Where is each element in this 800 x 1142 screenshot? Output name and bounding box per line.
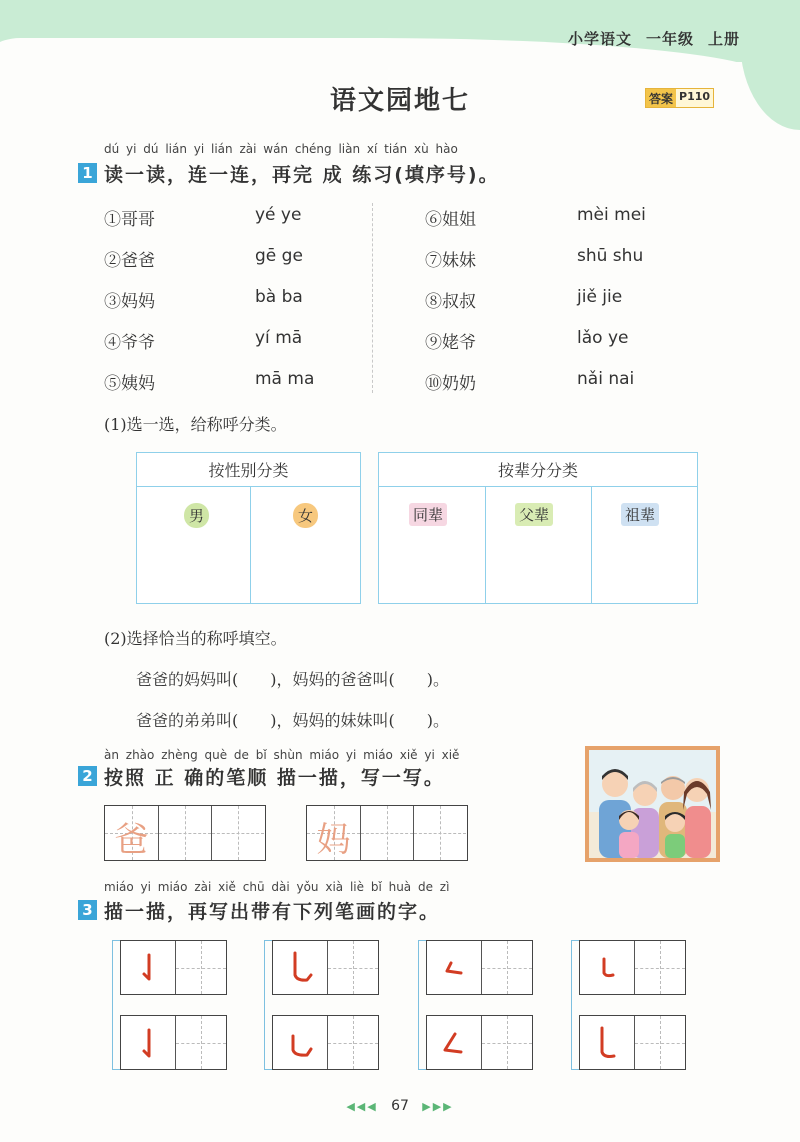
stroke-box-3b[interactable] <box>426 1015 533 1070</box>
grid-cell[interactable] <box>307 806 360 860</box>
page-title: 语文园地七 <box>329 86 470 116</box>
family-illustration <box>585 746 720 862</box>
word-right-2: ⑦妹妹 <box>425 251 476 271</box>
header-subject: 小学语文 <box>568 30 633 48</box>
sec3-title: 描一描，再写出带有下列笔画的字。 <box>104 901 441 923</box>
grand-generation-tag: 祖辈 <box>621 503 659 526</box>
stroke-box-2a[interactable] <box>272 940 379 995</box>
trace-char-ma: 妈 <box>316 820 351 860</box>
generation-table <box>378 452 698 604</box>
male-tag: 男 <box>184 503 209 528</box>
grid-cell[interactable] <box>413 806 466 860</box>
sec3-number: 3 <box>78 900 97 920</box>
stroke-shuti-icon <box>121 1016 176 1071</box>
trace-char-ba: 爸 <box>114 820 149 860</box>
bracket-2 <box>264 940 272 1070</box>
sec1-number: 1 <box>78 163 97 183</box>
write-cell[interactable] <box>635 941 685 994</box>
generation-table-head: 按辈分分类 <box>379 453 697 487</box>
pinyin-right-5[interactable]: nǎi nai <box>577 369 635 389</box>
sec2-pinyin: àn zhào zhèng què de bǐ shùn miáo yi miáo xiě yi xiě <box>104 748 460 762</box>
sec3-pinyin: miáo yi miáo zài xiě chū dài yǒu xià liè bǐ huà de zì <box>104 880 450 894</box>
answer-page: P110 <box>679 90 711 103</box>
page-number <box>0 1098 800 1114</box>
header-grade: 一年级 <box>646 30 695 48</box>
write-cell[interactable] <box>328 941 378 994</box>
stroke-pidian-icon <box>427 941 482 996</box>
gender-col-divider <box>250 487 251 603</box>
pinyin-left-4[interactable]: yí mā <box>255 328 303 348</box>
divider <box>372 203 373 393</box>
write-cell[interactable] <box>635 1016 685 1069</box>
question-1: (1)选一选，给称呼分类。 <box>104 415 287 434</box>
stroke-shuti-icon <box>121 941 176 996</box>
pinyin-right-1[interactable]: mèi mei <box>577 205 646 225</box>
sec1-pinyin: dú yi dú lián yi lián zài wán chéng liàn xí tián xù hào <box>104 142 458 156</box>
grid-cell[interactable] <box>360 806 413 860</box>
write-cell[interactable] <box>482 1016 532 1069</box>
grid-cell[interactable] <box>158 806 211 860</box>
word-right-4: ⑨姥爷 <box>425 333 476 353</box>
bracket-3 <box>418 940 426 1070</box>
stroke-box-4b[interactable] <box>579 1015 686 1070</box>
arrows-right-icon: ▶▶▶ <box>422 1100 454 1113</box>
page-number-value: 67 <box>391 1098 409 1114</box>
write-cell[interactable] <box>176 941 226 994</box>
stroke-box-4a[interactable] <box>579 940 686 995</box>
fill-line-2[interactable]: 爸爸的弟弟叫( )，妈妈的妹妹叫( )。 <box>136 711 449 730</box>
word-left-5: ⑤姨妈 <box>104 374 155 394</box>
pinyin-left-2[interactable]: gē ge <box>255 246 303 266</box>
word-right-5: ⑩奶奶 <box>425 374 476 394</box>
answer-badge[interactable] <box>645 88 714 108</box>
pinyin-right-4[interactable]: lǎo ye <box>577 328 629 348</box>
stroke-shuwan-icon <box>580 941 635 996</box>
arrows-left-icon: ◀◀◀ <box>346 1100 378 1113</box>
female-tag: 女 <box>293 503 318 528</box>
grid-cell[interactable] <box>211 806 264 860</box>
bracket-1 <box>112 940 120 1070</box>
gender-table-head: 按性别分类 <box>137 453 360 487</box>
header-volume: 上册 <box>708 30 741 48</box>
word-left-2: ②爸爸 <box>104 251 155 271</box>
word-right-3: ⑧叔叔 <box>425 292 476 312</box>
stroke-box-1a[interactable] <box>120 940 227 995</box>
stroke-shuwangou-icon <box>273 1016 328 1071</box>
word-left-4: ④爷爷 <box>104 333 155 353</box>
stroke-shuwangou-icon <box>273 941 328 996</box>
fill-line-1[interactable]: 爸爸的妈妈叫( )，妈妈的爸爸叫( )。 <box>136 670 449 689</box>
grid-cell[interactable] <box>105 806 158 860</box>
pinyin-right-3[interactable]: jiě jie <box>577 287 623 307</box>
writing-grid-ma[interactable] <box>306 805 468 861</box>
stroke-box-2b[interactable] <box>272 1015 379 1070</box>
answer-label: 答案 <box>646 89 676 107</box>
pinyin-left-3[interactable]: bà ba <box>255 287 303 307</box>
word-left-1: ①哥哥 <box>104 210 155 230</box>
bracket-4 <box>571 940 579 1070</box>
write-cell[interactable] <box>482 941 532 994</box>
generation-col-divider-1 <box>485 487 486 603</box>
stroke-box-1b[interactable] <box>120 1015 227 1070</box>
writing-grid-ba[interactable] <box>104 805 266 861</box>
word-right-1: ⑥姐姐 <box>425 210 476 230</box>
generation-col-divider-2 <box>591 487 592 603</box>
write-cell[interactable] <box>328 1016 378 1069</box>
word-left-3: ③妈妈 <box>104 292 155 312</box>
pinyin-right-2[interactable]: shū shu <box>577 246 644 266</box>
sec2-title: 按照 正 确的笔顺 描一描，写一写。 <box>104 767 445 789</box>
header-info <box>568 28 754 49</box>
write-cell[interactable] <box>176 1016 226 1069</box>
stroke-shuwan-icon <box>580 1016 635 1071</box>
pinyin-left-1[interactable]: yé ye <box>255 205 302 225</box>
father-generation-tag: 父辈 <box>515 503 553 526</box>
family-picture <box>589 750 716 858</box>
sec2-number: 2 <box>78 766 97 786</box>
stroke-box-3a[interactable] <box>426 940 533 995</box>
stroke-pidian-icon <box>427 1016 482 1071</box>
pinyin-left-5[interactable]: mā ma <box>255 369 315 389</box>
sec1-title: 读一读，连一连，再完 成 练习(填序号)。 <box>104 164 500 186</box>
question-2: (2)选择恰当的称呼填空。 <box>104 629 287 648</box>
same-generation-tag: 同辈 <box>409 503 447 526</box>
gender-table <box>136 452 361 604</box>
